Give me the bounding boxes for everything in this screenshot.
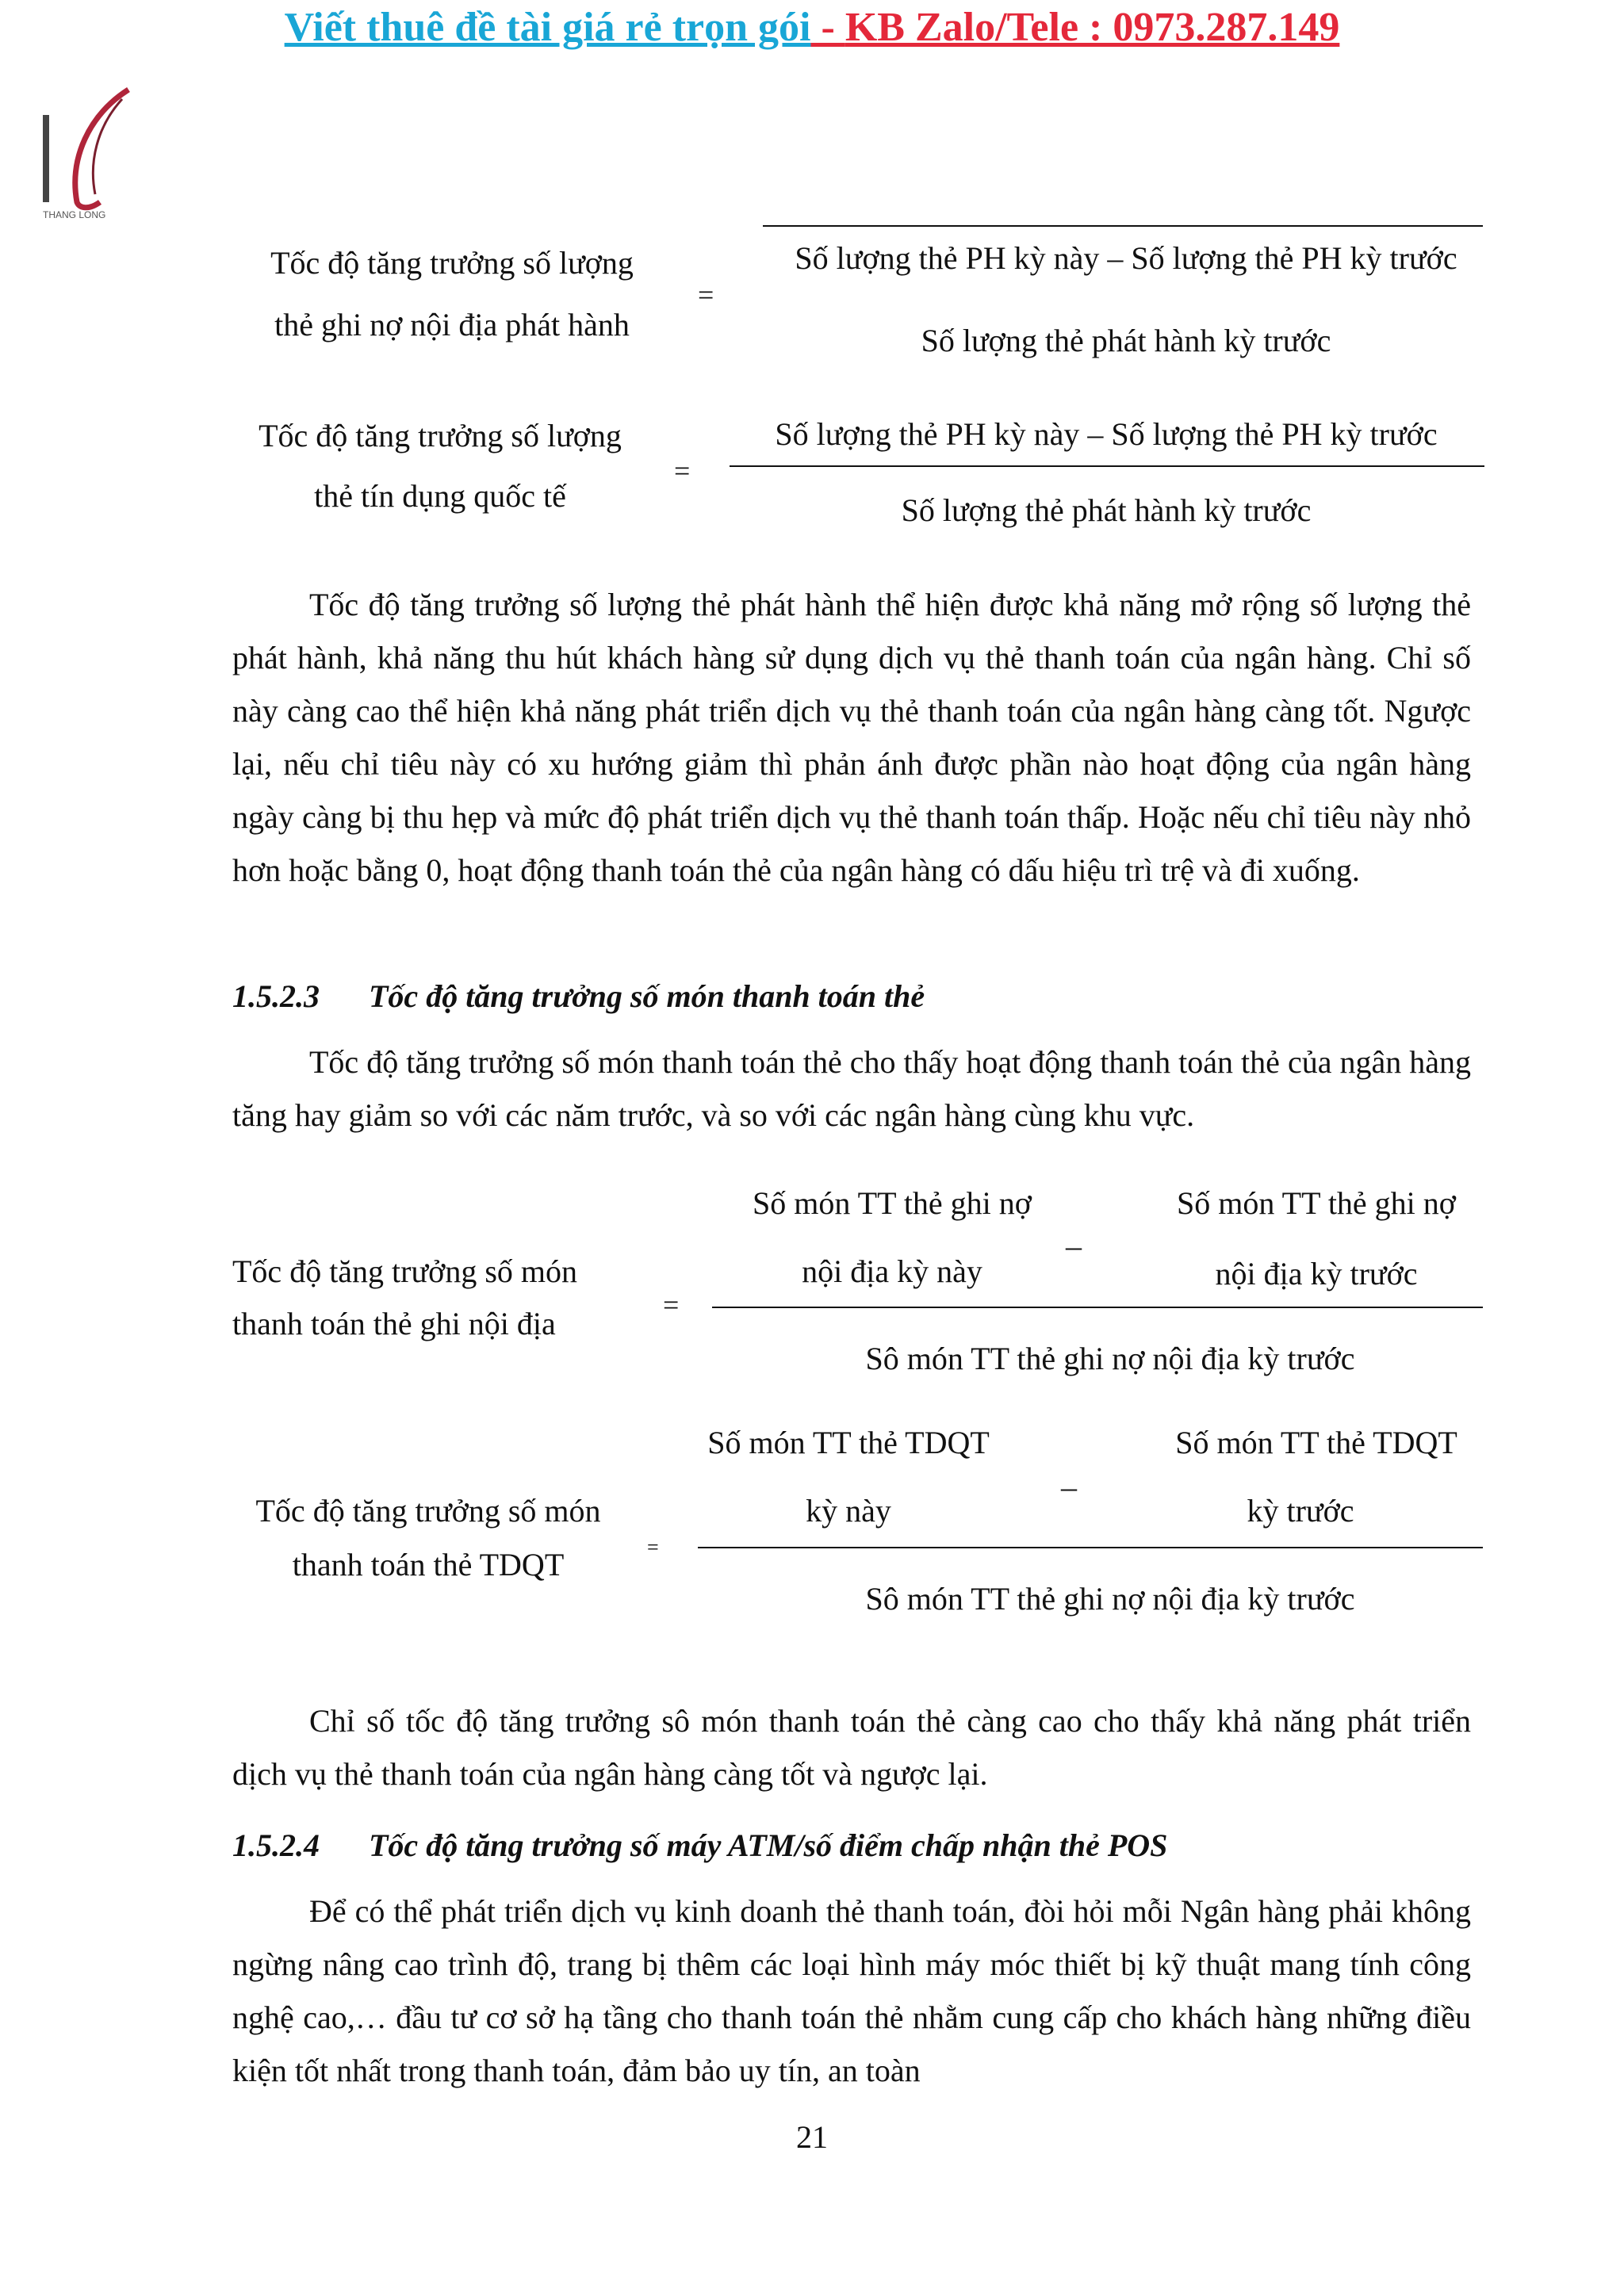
formula-4-lhs-line-2: thanh toán thẻ TDQT bbox=[292, 1547, 565, 1582]
formula-2-numerator: Số lượng thẻ PH kỳ này – Số lượng thẻ PH kỳ trước bbox=[775, 416, 1438, 452]
section-title: Tốc độ tăng trưởng số món thanh toán thẻ bbox=[369, 978, 925, 1014]
formula-3-equals: = bbox=[663, 1289, 680, 1321]
formula-2-equals: = bbox=[674, 455, 691, 487]
formula-3-num-right-line-2: nội địa kỳ trước bbox=[1215, 1256, 1418, 1292]
formula-1-lhs-line-1: Tốc độ tăng trưởng số lượng bbox=[270, 245, 634, 281]
page-number: 21 bbox=[796, 2119, 828, 2155]
formula-4-minus: – bbox=[1061, 1469, 1077, 1505]
formula-3-lhs-line-1: Tốc độ tăng trưởng số món bbox=[232, 1253, 577, 1289]
formula-4-equals: = bbox=[647, 1536, 659, 1559]
formula-3-num-left-line-2: nội địa kỳ này bbox=[802, 1253, 982, 1289]
formula-3-num-left-line-1: Số món TT thẻ ghi nợ bbox=[753, 1185, 1032, 1221]
formula-4-denominator: Sô món TT thẻ ghi nợ nội địa kỳ trước bbox=[865, 1581, 1355, 1617]
section-title: Tốc độ tăng trưởng số máy ATM/số điểm chấp nhận thẻ POS bbox=[369, 1827, 1168, 1863]
formula-4-num-right-line-1: Số món TT thẻ TDQT bbox=[1175, 1425, 1457, 1460]
formula-2-lhs-line-2: thẻ tín dụng quốc tế bbox=[314, 478, 566, 514]
formula-4-num-left-line-2: kỳ này bbox=[806, 1493, 891, 1529]
formula-4-num-left-line-1: Số món TT thẻ TDQT bbox=[707, 1425, 990, 1460]
formula-4-num-right-line-2: kỳ trước bbox=[1247, 1493, 1354, 1529]
formula-1-denominator: Số lượng thẻ phát hành kỳ trước bbox=[921, 323, 1331, 358]
formula-3-minus: – bbox=[1066, 1228, 1082, 1264]
paragraph-atm-pos: Để có thể phát triển dịch vụ kinh doanh thẻ thanh toán, đòi hỏi mỗi Ngân hàng phải không ngừng nâng cao trình độ, trang bị thêm các loại hình máy móc thiết bị kỹ thuật mang tính công nghệ cao,… đầu tư cơ sở hạ tầng cho thanh toán thẻ nhằm cung cấp cho khách hàng những điều kiện tốt nhất trong thanh toán, đảm bảo uy tín, an toàn bbox=[232, 1893, 1471, 2088]
section-number: 1.5.2.3 bbox=[232, 978, 320, 1014]
formula-1-numerator: Số lượng thẻ PH kỳ này – Số lượng thẻ PH kỳ trước bbox=[795, 240, 1457, 276]
formula-2-fraction-line bbox=[730, 465, 1484, 467]
logo-swoosh bbox=[75, 90, 128, 208]
logo-swoosh-inner bbox=[93, 99, 122, 194]
paragraph-card-issuance: Tốc độ tăng trưởng số lượng thẻ phát hành thể hiện được khả năng mở rộng số lượng thẻ phát hành, khả năng thu hút khách hàng sử dụng dịch vụ thẻ thanh toán của ngân hàng. Chỉ số này càng cao thể hiện khả năng phát triển dịch vụ thẻ thanh toán của ngân hàng càng tốt. Ngược lại, nếu chỉ tiêu này có xu hướng giảm thì phản ánh được phần nào hoạt động của ngân hàng ngày càng bị thu hẹp và mức độ phát triển dịch vụ thẻ thanh toán thấp. Hoặc nếu chỉ tiêu này nhỏ hơn hoặc bằng 0, hoạt động thanh toán thẻ của ngân hàng có dấu hiệu trì trệ và đi xuống. bbox=[232, 587, 1471, 888]
logo-caption: THANG LONG bbox=[43, 209, 106, 220]
banner-contact-link[interactable]: KB Zalo/Tele : 0973.287.149 bbox=[845, 5, 1340, 50]
banner-link[interactable]: Viết thuê đề tài giá rẻ trọn gói bbox=[284, 5, 811, 50]
thang-long-logo-icon bbox=[33, 83, 152, 226]
logo-graphic bbox=[33, 83, 152, 226]
formula-2-lhs-line-1: Tốc độ tăng trưởng số lượng bbox=[259, 418, 622, 453]
formula-1-equals: = bbox=[698, 279, 714, 311]
section-heading-1-5-2-4 bbox=[232, 1826, 1167, 1866]
formula-4-fraction-line bbox=[698, 1547, 1483, 1548]
header-banner bbox=[0, 0, 1624, 55]
paragraph-transaction-growth: Tốc độ tăng trưởng số món thanh toán thẻ cho thấy hoạt động thanh toán thẻ của ngân hàng tăng hay giảm so với các năm trước, và so với các ngân hàng cùng khu vực. bbox=[232, 1044, 1471, 1133]
paragraph-index-meaning: Chỉ số tốc độ tăng trưởng sô món thanh toán thẻ càng cao cho thấy khả năng phát triển dịch vụ thẻ thanh toán của ngân hàng càng tốt và ngược lại. bbox=[232, 1703, 1471, 1792]
formula-2-denominator: Số lượng thẻ phát hành kỳ trước bbox=[901, 492, 1312, 528]
formula-3-denominator: Sô món TT thẻ ghi nợ nội địa kỳ trước bbox=[865, 1341, 1355, 1376]
formula-3-fraction-line bbox=[712, 1307, 1483, 1308]
formula-1-topline bbox=[763, 225, 1483, 227]
formula-1-lhs-line-2: thẻ ghi nợ nội địa phát hành bbox=[274, 307, 630, 342]
formula-3-lhs-line-2: thanh toán thẻ ghi nội địa bbox=[232, 1306, 556, 1341]
section-heading-1-5-2-3 bbox=[232, 977, 925, 1016]
section-number: 1.5.2.4 bbox=[232, 1827, 320, 1863]
formula-3-num-right-line-1: Số món TT thẻ ghi nợ bbox=[1177, 1185, 1456, 1221]
logo-bar bbox=[43, 115, 49, 202]
formula-4-lhs-line-1: Tốc độ tăng trưởng số món bbox=[255, 1493, 601, 1529]
banner-separator: - bbox=[810, 5, 845, 50]
